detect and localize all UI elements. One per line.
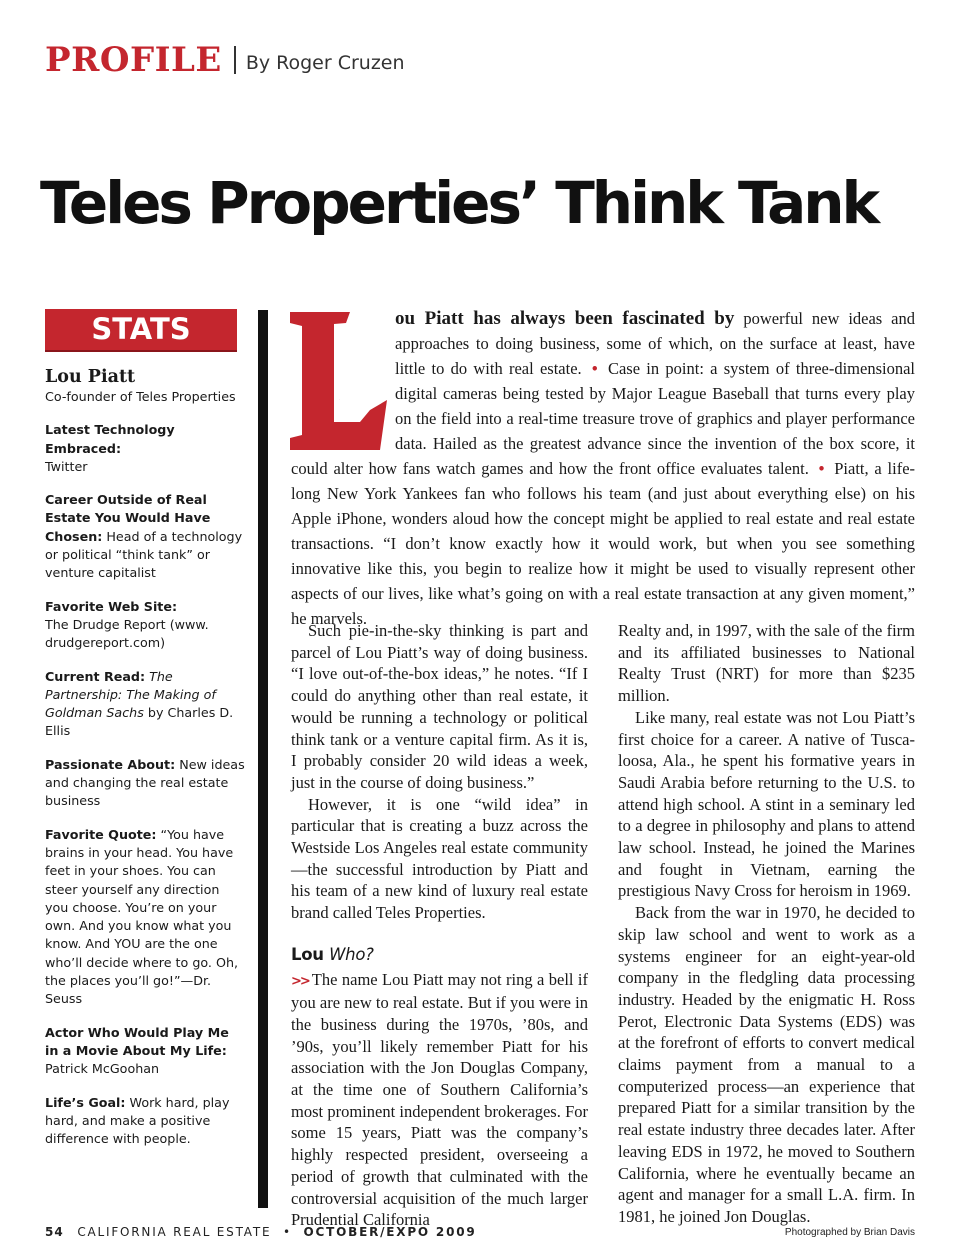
stat-item <box>45 598 245 653</box>
lead-in: ou Piatt has always been fascinated by <box>395 308 735 329</box>
page-footer <box>45 1225 477 1239</box>
section-label: PROFILE <box>45 40 222 80</box>
body-paragraph: Back from the war in 1970, he decided to skip law school and went to work as a systems engineer for an eight-year-old company in the fledgling data processing industry. Headed by the enigmatic H. Ross Perot, Electronic Data Systems (EDS) was at the forefront of efforts to convert medical claims payment from a manual to a computerized process—an experience that prepared Piatt for a similar transition by the real estate industry three decades later. After leaving EDS in 1972, he moved to Southern California, where he eventually became an agent and manager for a small L.A. firm. In 1981, he joined Jon Douglas. <box>618 903 915 1226</box>
stat-value: “You have brains in your head. You have feet in your shoes. You can steer yourself any direction you choose. You’re on your own. And you know what you know. And YOU are the one who’ll decide where to go. Oh, the places you’ll go!”—Dr. Seuss <box>45 826 239 1007</box>
stat-label: Favorite Web Site: <box>45 598 178 614</box>
body-paragraph: Realty and, in 1997, with the sale of the firm and its affiliated businesses to National Realty Trust (NRT) for more than $235 million. <box>618 621 915 706</box>
body-column-2 <box>618 620 915 1228</box>
stat-value-suffix: by Charles D. Ellis <box>45 705 234 739</box>
stat-item <box>45 756 245 811</box>
stat-label: Life’s Goal: <box>45 1094 126 1110</box>
stats-sidebar <box>45 366 245 1163</box>
body-paragraph: However, it is one “wild idea” in particular that is creating a buzz across the Westside Los Angeles real estate community—the successful introduction by Piatt and his team of a new kind of luxury real estate brand called Teles Properties. <box>291 794 588 923</box>
lead-paragraph <box>291 306 915 631</box>
footer-separator: • <box>283 1225 292 1239</box>
stat-value: Head of a technology or political “think tank” or venture capitalist <box>45 528 243 581</box>
magazine-name: CALIFORNIA REAL ESTATE <box>77 1225 272 1239</box>
subhead-part: Lou <box>291 944 324 964</box>
stat-item <box>45 826 245 1009</box>
vertical-rule <box>258 310 268 1208</box>
lead-text: Case in point: a system of three-dimensional digital cameras being tested by Major League Baseball that turns every play on the field into a real-time treasure trove of graphics and player performance data. Hailed as the greatest advance since the invention of the box score, it could alter how fans watch games and how the front office evaluates talent. <box>291 359 915 478</box>
photo-credit: Photographed by Brian Davis <box>784 1227 915 1238</box>
stat-value: The Partnership: The Making of Goldman Sachs <box>45 668 216 721</box>
stat-item <box>45 668 245 741</box>
byline: By Roger Cruzen <box>245 52 405 74</box>
stat-value: Patrick McGoohan <box>45 1061 160 1077</box>
stat-item <box>45 1094 245 1149</box>
stat-label: Latest Technology Embraced: <box>45 422 175 456</box>
stat-label: Career Outside of Real Estate You Would Have Chosen: <box>45 492 211 544</box>
lead-text: Piatt, a life-long New York Yankees fan who follows his team (and just about everything else) on his Apple iPhone, wonders aloud how the concept might be applied to real estate and real estate transactions. “I don’t know exactly how it would work, but when you see something innovative like this, you begin to realize how it might be used to visually represent other aspects of our lives, like what’s going on with a real estate transaction at any given moment,” he marvels. <box>291 459 916 628</box>
stat-item <box>45 1024 245 1079</box>
issue-date: OCTOBER/EXPO 2009 <box>303 1225 477 1239</box>
section-kicker <box>45 40 405 80</box>
stat-label: Current Read: <box>45 668 146 684</box>
body-paragraph: Such pie-in-the-sky thinking is part and parcel of Lou Piatt’s way of doing business. “I love out-of-the-box ideas,” he notes. “If I could do anything other than real estate, it would be running a technology or political think tank or a venture capital firm. As it is, I probably consider 20 wild ideas a week, just in the course of doing business.” <box>291 621 588 792</box>
drop-cap-letter: L <box>339 400 340 401</box>
body-text: The name Lou Piatt may not ring a bell if you are new to real estate. But if you were in the business during the 1970s, ’80s, and ’90s, you’ll likely remember Piatt for his association with the Jon Douglas Company, at the time one of Southern California’s most prominent independent brokerages. For some 15 years, Piatt was the company’s highly respected president, overseeing a period of growth that culminated with the controversial acquisition of the much larger Prudential California <box>291 969 588 1230</box>
stat-label: Passionate About: <box>45 756 176 772</box>
subject-role: Co-founder of Teles Properties <box>45 389 236 404</box>
stat-label: Actor Who Would Play Me in a Movie About My Life: <box>45 1024 229 1058</box>
body-paragraph: Like many, real estate was not Lou Piatt’s first choice for a career. A native of Tusca- loosa, Ala., he spent his formative years in Saudi Arabia before returning to the U.S. to attend high school. A stint in a seminary led to a degree in philosophy and plans to attend law school. Instead, he joined the Marines and fought in Vietnam, earning the prestigious Navy Cross for heroism in 1969. <box>618 707 915 901</box>
kicker-divider <box>234 46 236 74</box>
body-column-1 <box>291 620 588 1231</box>
stat-value: Twitter <box>45 458 88 474</box>
stat-value: The Drudge Report (www. drudgereport.com) <box>45 616 209 651</box>
stat-value: New ideas and changing the real estate business <box>45 756 245 809</box>
body-paragraph <box>291 969 588 1231</box>
stat-label: Favorite Quote: <box>45 826 157 842</box>
double-chevron-icon: >> <box>291 973 309 989</box>
bullet-icon: • <box>591 359 598 378</box>
bullet-icon: • <box>818 459 825 478</box>
lead-text: powerful new ideas and approaches to doing business, some of which, on the surface at least, have little to do with real estate. <box>395 309 916 378</box>
stat-item <box>45 491 245 582</box>
stats-header: STATS <box>45 309 237 350</box>
stat-item <box>45 421 245 476</box>
article-headline: Teles Properties’ Think Tank <box>40 169 878 237</box>
subhead <box>291 944 588 966</box>
subhead-part: Who? <box>329 944 374 964</box>
page-number: 54 <box>45 1225 64 1239</box>
subject-name: Lou Piatt <box>45 367 136 387</box>
stat-value: Work hard, play hard, and make a positive difference with people. <box>45 1094 230 1147</box>
